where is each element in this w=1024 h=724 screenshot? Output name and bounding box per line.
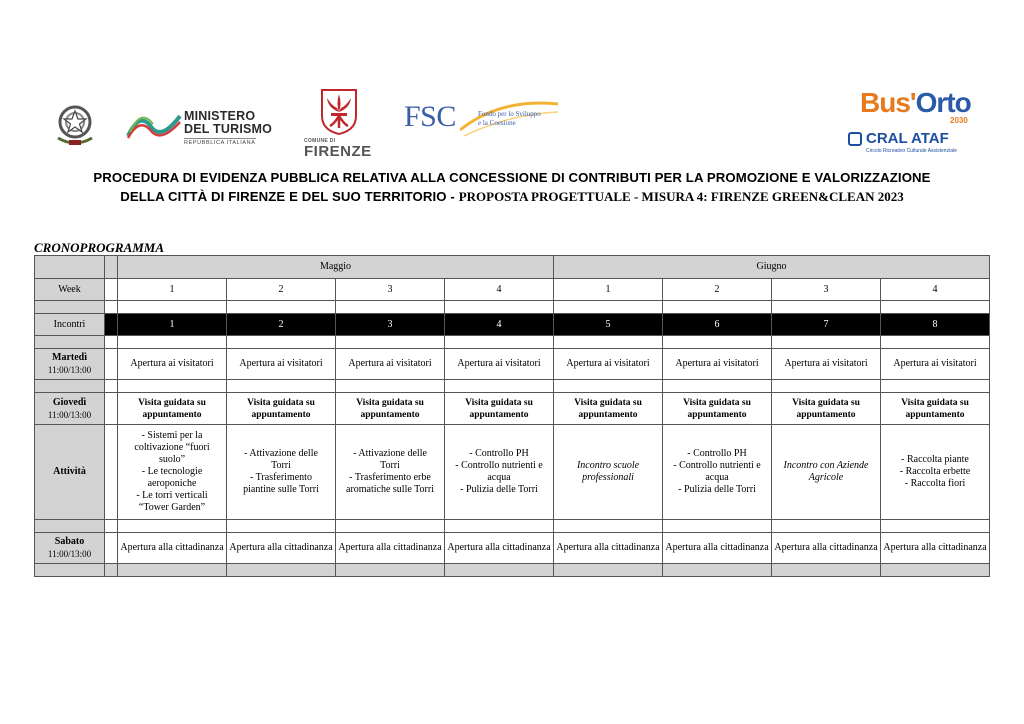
incontro-cell: 7 xyxy=(772,314,881,336)
empty-cell xyxy=(336,301,445,314)
busorto-orto: Orto xyxy=(915,87,971,118)
incontro-cell: 8 xyxy=(881,314,990,336)
sabato-cell: Apertura alla cittadinanza xyxy=(554,533,663,564)
sabato-cell: Apertura alla cittadinanza xyxy=(336,533,445,564)
empty-cell xyxy=(118,520,227,533)
comune-small-label: COMUNE DI xyxy=(304,138,336,144)
sabato-row xyxy=(35,533,990,564)
week-label: Week xyxy=(35,279,105,301)
document-title xyxy=(30,168,994,206)
attivita-cell: Incontro con Aziende Agricole xyxy=(772,425,881,520)
attivita-cell: - Sistemi per la coltivazione “fuori suolo” - Le tecnologie aeroponiche - Le torri verticali “Tower Garden” xyxy=(118,425,227,520)
attivita-cell: - Raccolta piante - Raccolta erbette - Raccolta fiori xyxy=(881,425,990,520)
martedi-cell: Apertura ai visitatori xyxy=(336,349,445,380)
week-cell: 1 xyxy=(554,279,663,301)
week-cell: 2 xyxy=(227,279,336,301)
empty-cell xyxy=(227,520,336,533)
giovedi-label xyxy=(35,393,105,425)
martedi-row xyxy=(35,349,990,380)
martedi-cell: Apertura ai visitatori xyxy=(227,349,336,380)
months-row xyxy=(35,256,990,279)
empty-cell xyxy=(772,380,881,393)
day-name: Martedì xyxy=(52,352,87,363)
empty-cell xyxy=(118,301,227,314)
giovedi-cell: Visita guidata su appuntamento xyxy=(663,393,772,425)
ministero-subtitle: REPUBBLICA ITALIANA xyxy=(184,140,256,146)
sabato-cell: Apertura alla cittadinanza xyxy=(772,533,881,564)
giovedi-cell: Visita guidata su appuntamento xyxy=(118,393,227,425)
busorto-year: 2030 xyxy=(950,116,968,125)
empty-cell xyxy=(445,564,554,577)
empty-cell xyxy=(227,380,336,393)
giovedi-cell: Visita guidata su appuntamento xyxy=(336,393,445,425)
empty-cell xyxy=(227,336,336,349)
attivita-cell: - Controllo PH - Controllo nutrienti e acqua - Pulizia delle Torri xyxy=(663,425,772,520)
attivita-cell: - Attivazione delle Torri - Trasferimento piantine sulle Torri xyxy=(227,425,336,520)
ministero-line2: DEL TURISMO xyxy=(184,122,273,136)
fsc-logo xyxy=(400,90,564,150)
empty-cell xyxy=(445,380,554,393)
attivita-cell: - Controllo PH - Controllo nutrienti e acqua - Pulizia delle Torri xyxy=(445,425,554,520)
week-row xyxy=(35,279,990,301)
wave-icon xyxy=(126,108,182,142)
empty-cell xyxy=(881,520,990,533)
day-time: 11:00/13:00 xyxy=(47,409,92,420)
incontro-cell: 2 xyxy=(227,314,336,336)
empty-cell xyxy=(35,336,105,349)
empty-cell xyxy=(105,301,118,314)
empty-cell xyxy=(554,564,663,577)
spacer-row xyxy=(35,520,990,533)
incontro-cell: 6 xyxy=(663,314,772,336)
empty-cell xyxy=(105,336,118,349)
empty-cell xyxy=(336,564,445,577)
italian-republic-emblem-icon xyxy=(52,100,98,148)
incontro-cell: 3 xyxy=(336,314,445,336)
title-line2-serif: PROPOSTA PROGETTUALE - MISURA 4: FIRENZE GREEN&CLEAN 2023 xyxy=(458,189,904,204)
cronoprogramma-table xyxy=(34,255,990,577)
comune-big-label: FIRENZE xyxy=(304,143,372,160)
empty-cell xyxy=(35,564,105,577)
empty-cell xyxy=(772,336,881,349)
incontro-cell: 1 xyxy=(118,314,227,336)
empty-cell xyxy=(772,301,881,314)
empty-cell xyxy=(105,393,118,425)
spacer-row xyxy=(35,336,990,349)
attivita-row xyxy=(35,425,990,520)
attivita-cell: Incontro scuole professionali xyxy=(554,425,663,520)
empty-cell xyxy=(105,314,118,336)
empty-cell xyxy=(35,256,105,279)
cronoprogramma-label: CRONOPROGRAMMA xyxy=(34,240,165,255)
empty-cell xyxy=(881,564,990,577)
empty-cell xyxy=(881,336,990,349)
empty-cell xyxy=(118,336,227,349)
empty-cell xyxy=(105,380,118,393)
empty-cell xyxy=(105,256,118,279)
month-header: Giugno xyxy=(554,256,990,279)
empty-cell xyxy=(336,520,445,533)
busorto-bus: Bus' xyxy=(860,87,916,118)
title-line1: PROCEDURA DI EVIDENZA PUBBLICA RELATIVA ALLA CONCESSIONE DI CONTRIBUTI PER LA PROMOZIONE E VALORIZZAZIONE xyxy=(93,170,931,185)
spacer-row xyxy=(35,380,990,393)
title-line2-bold: DELLA CITTÀ DI FIRENZE E DEL SUO TERRITORIO - xyxy=(120,189,459,204)
empty-cell xyxy=(35,380,105,393)
empty-cell xyxy=(35,520,105,533)
attivita-label: Attività xyxy=(35,425,105,520)
empty-cell xyxy=(118,380,227,393)
sabato-label xyxy=(35,533,105,564)
empty-cell xyxy=(105,425,118,520)
empty-cell xyxy=(663,301,772,314)
day-name: Sabato xyxy=(54,536,85,547)
florence-lily-icon xyxy=(314,86,364,136)
martedi-cell: Apertura ai visitatori xyxy=(118,349,227,380)
week-cell: 1 xyxy=(118,279,227,301)
empty-cell xyxy=(35,301,105,314)
empty-cell xyxy=(772,564,881,577)
martedi-cell: Apertura ai visitatori xyxy=(772,349,881,380)
empty-cell xyxy=(336,380,445,393)
empty-cell xyxy=(772,520,881,533)
sabato-cell: Apertura alla cittadinanza xyxy=(881,533,990,564)
empty-cell xyxy=(105,349,118,380)
day-time: 11:00/13:00 xyxy=(47,365,92,375)
empty-cell xyxy=(445,336,554,349)
martedi-cell: Apertura ai visitatori xyxy=(881,349,990,380)
sabato-cell: Apertura alla cittadinanza xyxy=(663,533,772,564)
month-header: Maggio xyxy=(118,256,554,279)
day-name: Giovedì xyxy=(52,396,87,408)
empty-cell xyxy=(105,533,118,564)
logo-strip xyxy=(44,86,984,162)
fsc-subtitle: Fondo per lo Sviluppo e la Coesione xyxy=(478,110,541,127)
sabato-cell: Apertura alla cittadinanza xyxy=(118,533,227,564)
week-cell: 2 xyxy=(663,279,772,301)
martedi-cell: Apertura ai visitatori xyxy=(663,349,772,380)
incontro-cell: 4 xyxy=(445,314,554,336)
ministero-line1: MINISTERO xyxy=(184,109,256,123)
week-cell: 4 xyxy=(881,279,990,301)
spacer-row xyxy=(35,564,990,577)
empty-cell xyxy=(445,301,554,314)
fsc-acronym: FSC xyxy=(404,100,456,133)
week-cell: 3 xyxy=(336,279,445,301)
empty-cell xyxy=(663,564,772,577)
empty-cell xyxy=(663,520,772,533)
day-time: 11:00/13:00 xyxy=(47,549,92,559)
empty-cell xyxy=(105,564,118,577)
empty-cell xyxy=(881,301,990,314)
busorto-logo xyxy=(860,88,984,160)
empty-cell xyxy=(227,301,336,314)
empty-cell xyxy=(445,520,554,533)
attivita-cell: - Attivazione delle Torri - Trasferimento erbe aromatiche sulle Torri xyxy=(336,425,445,520)
cral-bus-icon xyxy=(848,132,862,146)
week-cell: 4 xyxy=(445,279,554,301)
incontri-label: Incontri xyxy=(35,314,105,336)
giovedi-cell: Visita guidata su appuntamento xyxy=(554,393,663,425)
week-cell: 3 xyxy=(772,279,881,301)
incontri-row xyxy=(35,314,990,336)
martedi-label xyxy=(35,349,105,380)
sabato-cell: Apertura alla cittadinanza xyxy=(445,533,554,564)
cral-ataf-label: CRAL ATAF xyxy=(866,130,949,147)
empty-cell xyxy=(118,564,227,577)
empty-cell xyxy=(227,564,336,577)
empty-cell xyxy=(336,336,445,349)
empty-cell xyxy=(663,336,772,349)
empty-cell xyxy=(554,336,663,349)
empty-cell xyxy=(105,520,118,533)
giovedi-cell: Visita guidata su appuntamento xyxy=(881,393,990,425)
empty-cell xyxy=(881,380,990,393)
giovedi-cell: Visita guidata su appuntamento xyxy=(772,393,881,425)
giovedi-cell: Visita guidata su appuntamento xyxy=(445,393,554,425)
empty-cell xyxy=(554,380,663,393)
empty-cell xyxy=(554,301,663,314)
sabato-cell: Apertura alla cittadinanza xyxy=(227,533,336,564)
giovedi-row xyxy=(35,393,990,425)
ministero-turismo-logo xyxy=(126,104,276,152)
empty-cell xyxy=(105,279,118,301)
spacer-row xyxy=(35,301,990,314)
empty-cell xyxy=(554,520,663,533)
comune-firenze-logo xyxy=(302,86,378,160)
martedi-cell: Apertura ai visitatori xyxy=(554,349,663,380)
cral-subtitle: Circolo Ricreativo Culturale Assistenziale xyxy=(866,148,957,154)
incontro-cell: 5 xyxy=(554,314,663,336)
empty-cell xyxy=(663,380,772,393)
martedi-cell: Apertura ai visitatori xyxy=(445,349,554,380)
giovedi-cell: Visita guidata su appuntamento xyxy=(227,393,336,425)
